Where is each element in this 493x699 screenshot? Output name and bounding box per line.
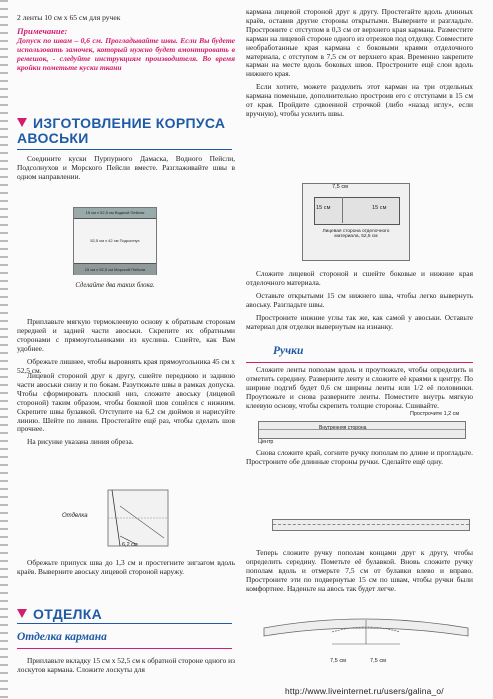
- materials-line: 2 ленты 10 см х 65 см для ручек: [17, 13, 121, 22]
- left-para-5: [17, 657, 235, 679]
- note-title: Примечание:: [17, 25, 68, 36]
- handle-strip-diagram: [258, 421, 466, 439]
- stitch-line: [273, 524, 469, 525]
- pocket-placement-diagram: [302, 183, 410, 261]
- note-text: Допуск по швам – 0,6 см. Прогладывайте швы. Если Вы будете использовать замочек, который нужно будет вмонтировать в ремешок, - следуйте инструкциям производителя. Во время кройки пометьте куски ткани: [17, 35, 235, 72]
- triangle-bullet-icon: [17, 118, 27, 127]
- paragraph: Простроните нижние углы так же, как самой у авоськи. Оставьте материал для отделки вывернутым на изнанку.: [246, 312, 473, 331]
- inner-side-label: Внутренняя сторона: [319, 425, 367, 431]
- pocket-rect: [314, 197, 400, 225]
- left-column: [17, 14, 235, 72]
- footer-url[interactable]: http://www.liveinternet.ru/users/galina_o/: [285, 686, 444, 696]
- paragraph: Обрежьте припуск шва до 1,3 см и простегните зигзагом вдоль краёв. Выверните авоську лицевой стороной наружу.: [17, 558, 235, 576]
- divider: [17, 623, 232, 624]
- paragraph: Обрежьте лишнее, чтобы выровнять края прямоугольника 45 см х 52,5 см.: [17, 356, 235, 375]
- left-para-1: [17, 155, 235, 186]
- handles-heading: Ручки: [273, 345, 304, 357]
- paragraph: Оставьте открытыми 15 см нижнего шва, чтобы легко вывернуть авоську. Разгладьте швы.: [246, 290, 473, 309]
- paragraph: Приплавьте мягкую термоклеевую основу к обратным сторонам передней и задней части авоськи. Скрепите их обратными сторонами с прямоугольниками из куслина. Сшейте, как Вам удобнее.: [17, 317, 235, 353]
- right-column-top: [246, 8, 473, 123]
- paragraph: Соедините куски Пурпурного Дамаска, Водного Пейсли, Подсолнухов и Морского Пейсли вместе. Разглаживайте швы в одном направлении.: [17, 154, 235, 181]
- pocket-divider: [342, 197, 343, 223]
- strip-water-paisley: 15 см х 52,5 см Водный Пейсли: [74, 208, 156, 219]
- binding-edge: [0, 0, 8, 699]
- section-title: ОТДЕЛКА: [33, 606, 102, 622]
- corner-seam-diagram: [60, 488, 180, 550]
- paragraph: Лицевой стороной друг к другу, сшейте переднюю и заднюю части авоськи снизу и по бокам. Разутюжьте швы в рамках допуска. Чтобы сформировать плоский низ, сложите авоську (лицевой стороной) таким образом, чтобы боковой шов сошёлся с нижним. Скрепите швы булавкой. Отступите на 6,2 см дюймов и нарисуйте линию. Шейте по линии. Простегайте ещё раз, чтобы сделать шов прочнее.: [17, 371, 235, 434]
- section-trim-heading: [17, 607, 232, 622]
- folded-handle-diagram: [272, 519, 470, 531]
- dim-left: 7,5 см: [330, 658, 346, 664]
- section-body-heading: [17, 116, 232, 146]
- fabric-label: Лицевая сторона отделочного материала, 52,5 см: [322, 229, 390, 239]
- center-label: Центр: [258, 439, 274, 445]
- trim-label: Отделка: [62, 513, 88, 519]
- paragraph: Сложите ленты пополам вдоль и проутюжьте, чтобы определить и отметить середину. Разверните ленту и сложите её краями к центру. По ширине подгиб будет 0,6 см ширины ленты или 1/2 её половинки. Проутюжьте и снова разверните ленты. Поместите внутрь мягкую клеевую основу, чтобы скрепить толщие стороны. Сшивайте.: [246, 365, 473, 410]
- paragraph: На рисунке указана линия обреза.: [27, 437, 134, 447]
- divider: [17, 648, 232, 649]
- right-column-handles: [246, 366, 473, 415]
- dim-top: 7,5 см: [332, 184, 348, 190]
- handle-shape-diagram: [262, 614, 472, 654]
- divider: [246, 362, 473, 363]
- paragraph: Теперь сложите ручку пополам концами друг к другу, чтобы определить середину. Пометьте её булавкой. Вновь сложите ручку пополам вдоль и отмерьте 7,5 см от булавки влево и вправо. Простроните эти по подвернутые 15 см по швам, чтобы ручки были комфортнее. Наденьте на авось так будет легче.: [246, 548, 473, 593]
- paragraph: Если хотите, можете разделить этот карман на три отдельных кармана поменьше, дополнительно простроив его с отступами в 15 см от края. Пройдите сдвоенной строчкой (либо «назад иглу», если вручную), чтобы усилить швы.: [246, 82, 473, 118]
- right-column-final: [246, 549, 473, 598]
- left-para-4: [17, 559, 235, 581]
- strip-sunflower: 52,5 см х 42 см Подсолнух: [74, 219, 156, 263]
- left-para-3: [17, 372, 235, 451]
- dim-left: 15 см: [316, 205, 331, 211]
- right-column-mid: [246, 270, 473, 335]
- paragraph: Приплавьте вкладку 15 см х 52,5 см к обратной стороне одного из лоскутов кармана. Сложите лоскуты для: [17, 656, 235, 674]
- dimension-label: 6,2 см: [122, 542, 138, 548]
- paragraph: Снова сложите край, согните ручку пополам по длине и прогладьте. Простроните обе длинные стороны ручки. Сделайте ещё одну.: [246, 448, 473, 466]
- strip-sea-paisley: 15 см х 52,5 см Морской Пейсли: [74, 263, 156, 275]
- divider: [17, 149, 232, 150]
- paragraph: кармана лицевой стороной друг к другу. Простегайте вдоль длинных краёв, оставив другие стороны открытыми. Выверните и разгладьте. Простроните с отступом в 0,3 см от верхнего края кармана. Разместите карман на лицевой стороне одного из отрезков под отделку. Совместите необработанные края кармана с боковыми краями отделочного материала, с отступом в 7,5 см от верхнего края. Временно закрепите карман на месте вдоль боковых швов. Простроните ещё слои вдоль нижнего края.: [246, 7, 473, 79]
- dim-right: 15 см: [372, 205, 387, 211]
- paragraph: Сложите лицевой стороной и сшейте боковые и нижние края отделочного материала.: [246, 269, 473, 287]
- stitch-label: Прострочите 1,2 см: [410, 411, 460, 417]
- section-title: ИЗГОТОВЛЕНИЕ КОРПУСА АВОСЬКИ: [17, 115, 226, 146]
- diagram-caption: Сделайте два таких блока.: [75, 282, 155, 289]
- subsection-title: Отделка кармана: [17, 631, 107, 643]
- dim-right: 7,5 см: [370, 658, 386, 664]
- triangle-bullet-icon: [17, 609, 27, 618]
- right-column-fold: [246, 449, 473, 471]
- panel-assembly-diagram: [73, 207, 157, 275]
